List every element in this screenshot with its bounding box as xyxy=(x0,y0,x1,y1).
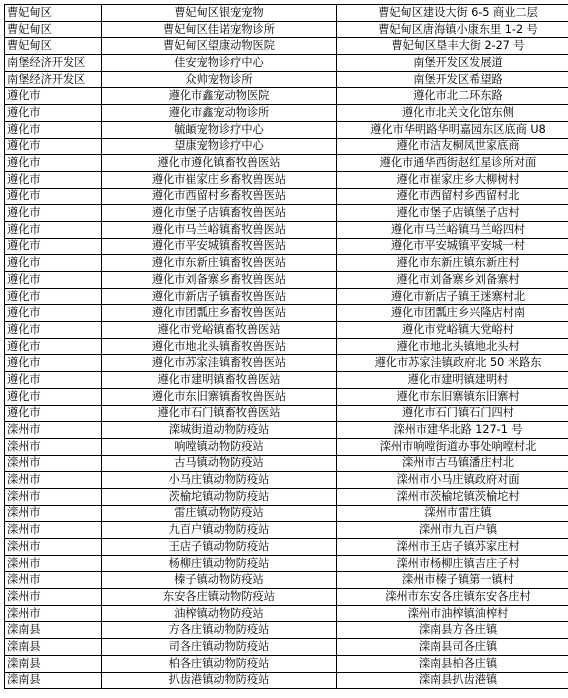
table-row xyxy=(5,555,568,572)
table-row xyxy=(5,605,568,622)
clinic-name-cell: 众帅宠物诊所 xyxy=(102,71,337,88)
address-cell: 滦南县方各庄镇 xyxy=(337,622,568,639)
table-row xyxy=(5,121,568,138)
district-cell: 遵化市 xyxy=(5,171,102,188)
table-row xyxy=(5,338,568,355)
clinic-name-cell: 遵化市石门镇畜牧兽医站 xyxy=(102,405,337,422)
address-cell: 滦南县柏各庄镇 xyxy=(337,655,568,672)
clinic-name-cell: 遵化市堡子店镇畜牧兽医站 xyxy=(102,205,337,222)
clinic-name-cell: 遵化市马兰峪镇畜牧兽医站 xyxy=(102,221,337,238)
address-cell: 遵化市团瓢庄乡兴隆店村南 xyxy=(337,305,568,322)
address-cell: 滦州市油榨镇油榨村 xyxy=(337,605,568,622)
address-cell: 遵化市东旧寨镇东旧寨村 xyxy=(337,388,568,405)
table-row xyxy=(5,171,568,188)
address-cell: 滦州市杨柳庄镇吉庄子村 xyxy=(337,555,568,572)
district-cell: 遵化市 xyxy=(5,405,102,422)
table-row xyxy=(5,455,568,472)
clinic-name-cell: 扒齿港镇动物防疫站 xyxy=(102,672,337,689)
table-row xyxy=(5,539,568,556)
address-cell: 遵化市马兰峪镇马兰峪四村 xyxy=(337,221,568,238)
district-cell: 遵化市 xyxy=(5,221,102,238)
district-cell: 滦州市 xyxy=(5,472,102,489)
address-cell: 曹妃甸区垦丰大街 2-27 号 xyxy=(337,38,568,55)
district-cell: 遵化市 xyxy=(5,121,102,138)
clinic-name-cell: 方各庄镇动物防疫站 xyxy=(102,622,337,639)
address-cell: 南堡开发区希望路 xyxy=(337,71,568,88)
district-cell: 遵化市 xyxy=(5,372,102,389)
clinic-name-cell: 遵化市崔家庄乡畜牧兽医站 xyxy=(102,171,337,188)
address-cell: 曹妃甸区唐海镇小康东里 1-2 号 xyxy=(337,21,568,38)
table-row xyxy=(5,71,568,88)
district-cell: 遵化市 xyxy=(5,388,102,405)
address-cell: 滦州市王店子镇苏家庄村 xyxy=(337,539,568,556)
district-cell: 滦州市 xyxy=(5,605,102,622)
clinic-name-cell: 佳安宠物诊疗中心 xyxy=(102,55,337,72)
district-cell: 滦州市 xyxy=(5,422,102,439)
table-row xyxy=(5,188,568,205)
clinic-name-cell: 响嘡镇动物防疫站 xyxy=(102,438,337,455)
address-cell: 遵化市新店子镇王迷寨村北 xyxy=(337,288,568,305)
address-cell: 遵化市刘备寨乡刘备寨村 xyxy=(337,272,568,289)
address-cell: 遵化市建明镇建明村 xyxy=(337,372,568,389)
address-cell: 遵化市通华西街赵红星诊所对面 xyxy=(337,155,568,172)
table-row xyxy=(5,372,568,389)
address-cell: 遵化市洁友桐凤世家底商 xyxy=(337,138,568,155)
address-cell: 遵化市华明路华明嘉园东区底商 U8 xyxy=(337,121,568,138)
table-row xyxy=(5,205,568,222)
district-cell: 南堡经济开发区 xyxy=(5,55,102,72)
address-cell: 遵化市石门镇石门四村 xyxy=(337,405,568,422)
clinic-name-cell: 遵化市地北头镇畜牧兽医站 xyxy=(102,338,337,355)
clinic-name-cell: 遵化市刘备寨乡畜牧兽医站 xyxy=(102,272,337,289)
district-cell: 滦州市 xyxy=(5,555,102,572)
table-row xyxy=(5,655,568,672)
address-cell: 遵化市东新庄镇东新庄村 xyxy=(337,255,568,272)
address-cell: 遵化市西留村乡西留村北 xyxy=(337,188,568,205)
district-cell: 遵化市 xyxy=(5,238,102,255)
table-row xyxy=(5,639,568,656)
clinic-name-cell: 东安各庄镇动物防疫站 xyxy=(102,589,337,606)
table-row xyxy=(5,522,568,539)
clinic-name-cell: 遵化市党峪镇畜牧兽医站 xyxy=(102,322,337,339)
table-row xyxy=(5,288,568,305)
address-cell: 滦南县扒齿港镇 xyxy=(337,672,568,689)
table-row xyxy=(5,672,568,689)
address-cell: 滦州市古马镇潘庄村北 xyxy=(337,455,568,472)
district-cell: 曹妃甸区 xyxy=(5,21,102,38)
clinic-name-cell: 遵化市东新庄镇畜牧兽医站 xyxy=(102,255,337,272)
clinic-name-cell: 柏各庄镇动物防疫站 xyxy=(102,655,337,672)
address-cell: 遵化市党峪镇大党峪村 xyxy=(337,322,568,339)
address-cell: 遵化市堡子店镇堡子店村 xyxy=(337,205,568,222)
district-cell: 滦南县 xyxy=(5,639,102,656)
address-cell: 南堡开发区发展道 xyxy=(337,55,568,72)
table-row xyxy=(5,488,568,505)
table-row xyxy=(5,405,568,422)
district-cell: 遵化市 xyxy=(5,272,102,289)
district-cell: 滦州市 xyxy=(5,539,102,556)
district-cell: 滦州市 xyxy=(5,488,102,505)
clinic-name-cell: 遵化市平安城镇畜牧兽医站 xyxy=(102,238,337,255)
district-cell: 遵化市 xyxy=(5,288,102,305)
table-row xyxy=(5,505,568,522)
clinic-name-cell: 遵化市鑫宠动物诊所 xyxy=(102,105,337,122)
table-row xyxy=(5,438,568,455)
table-row xyxy=(5,305,568,322)
clinic-name-cell: 毓頔宠物诊疗中心 xyxy=(102,121,337,138)
district-cell: 南堡经济开发区 xyxy=(5,71,102,88)
clinic-table xyxy=(4,4,568,689)
clinic-name-cell: 遵化市东旧寨镇畜牧兽医站 xyxy=(102,388,337,405)
district-cell: 滦南县 xyxy=(5,622,102,639)
clinic-name-cell: 遵化市西留村乡畜牧兽医站 xyxy=(102,188,337,205)
clinic-name-cell: 茨榆坨镇动物防疫站 xyxy=(102,488,337,505)
clinic-name-cell: 望康宠物诊疗中心 xyxy=(102,138,337,155)
clinic-name-cell: 司各庄镇动物防疫站 xyxy=(102,639,337,656)
table-row xyxy=(5,622,568,639)
address-cell: 遵化市崔家庄乡大柳树村 xyxy=(337,171,568,188)
clinic-name-cell: 遵化市苏家洼镇畜牧兽医站 xyxy=(102,355,337,372)
address-cell: 滦南县司各庄镇 xyxy=(337,639,568,656)
clinic-name-cell: 杨柳庄镇动物防疫站 xyxy=(102,555,337,572)
address-cell: 曹妃甸区建设大街 6-5 商业二层 xyxy=(337,5,568,22)
clinic-name-cell: 遵化市建明镇畜牧兽医站 xyxy=(102,372,337,389)
clinic-name-cell: 遵化市新店子镇畜牧兽医站 xyxy=(102,288,337,305)
district-cell: 滦南县 xyxy=(5,672,102,689)
table-row xyxy=(5,105,568,122)
district-cell: 遵化市 xyxy=(5,105,102,122)
district-cell: 滦州市 xyxy=(5,505,102,522)
clinic-name-cell: 曹妃甸区银宠宠物 xyxy=(102,5,337,22)
district-cell: 曹妃甸区 xyxy=(5,38,102,55)
district-cell: 滦州市 xyxy=(5,522,102,539)
clinic-name-cell: 古马镇动物防疫站 xyxy=(102,455,337,472)
clinic-name-cell: 遵化市团瓢庄乡畜牧兽医站 xyxy=(102,305,337,322)
address-cell: 遵化市苏家洼镇政府北 50 米路东 xyxy=(337,355,568,372)
address-cell: 滦州市雷庄镇 xyxy=(337,505,568,522)
table-row xyxy=(5,88,568,105)
district-cell: 滦州市 xyxy=(5,455,102,472)
address-cell: 遵化市北二环东路 xyxy=(337,88,568,105)
district-cell: 滦州市 xyxy=(5,438,102,455)
address-cell: 遵化市北关文化馆东侧 xyxy=(337,105,568,122)
clinic-name-cell: 油榨镇动物防疫站 xyxy=(102,605,337,622)
table-row xyxy=(5,388,568,405)
address-cell: 滦州市建华北路 127-1 号 xyxy=(337,422,568,439)
table-row xyxy=(5,472,568,489)
address-cell: 遵化市平安城镇平安城一村 xyxy=(337,238,568,255)
address-cell: 滦州市东安各庄镇东安各庄村 xyxy=(337,589,568,606)
district-cell: 遵化市 xyxy=(5,188,102,205)
table-row xyxy=(5,422,568,439)
district-cell: 遵化市 xyxy=(5,138,102,155)
address-cell: 遵化市地北头镇地北头村 xyxy=(337,338,568,355)
table-row xyxy=(5,221,568,238)
address-cell: 滦州市响嘡街道办事处响嘡村北 xyxy=(337,438,568,455)
district-cell: 遵化市 xyxy=(5,255,102,272)
district-cell: 滦州市 xyxy=(5,572,102,589)
address-cell: 滦州市榛子镇第一镇村 xyxy=(337,572,568,589)
clinic-name-cell: 九百户镇动物防疫站 xyxy=(102,522,337,539)
table-row xyxy=(5,355,568,372)
clinic-name-cell: 滦城街道动物防疫站 xyxy=(102,422,337,439)
clinic-name-cell: 曹妃甸区望康动物医院 xyxy=(102,38,337,55)
table-row xyxy=(5,155,568,172)
clinic-name-cell: 雷庄镇动物防疫站 xyxy=(102,505,337,522)
district-cell: 遵化市 xyxy=(5,355,102,372)
table-row xyxy=(5,5,568,22)
table-row xyxy=(5,322,568,339)
clinic-name-cell: 榛子镇动物防疫站 xyxy=(102,572,337,589)
table-row xyxy=(5,138,568,155)
district-cell: 遵化市 xyxy=(5,305,102,322)
table-row xyxy=(5,272,568,289)
district-cell: 遵化市 xyxy=(5,88,102,105)
table-row xyxy=(5,238,568,255)
district-cell: 遵化市 xyxy=(5,155,102,172)
clinic-name-cell: 遵化市鑫宠动物医院 xyxy=(102,88,337,105)
clinic-name-cell: 小马庄镇动物防疫站 xyxy=(102,472,337,489)
table-row xyxy=(5,572,568,589)
district-cell: 遵化市 xyxy=(5,338,102,355)
address-cell: 滦州市九百户镇 xyxy=(337,522,568,539)
clinic-name-cell: 曹妃甸区佳诺宠物诊所 xyxy=(102,21,337,38)
district-cell: 滦南县 xyxy=(5,655,102,672)
clinic-table-body xyxy=(5,5,568,689)
address-cell: 滦州市小马庄镇政府对面 xyxy=(337,472,568,489)
table-row xyxy=(5,55,568,72)
table-row xyxy=(5,21,568,38)
district-cell: 遵化市 xyxy=(5,205,102,222)
district-cell: 遵化市 xyxy=(5,322,102,339)
table-row xyxy=(5,255,568,272)
table-row xyxy=(5,38,568,55)
district-cell: 滦州市 xyxy=(5,589,102,606)
clinic-name-cell: 遵化市遵化镇畜牧兽医站 xyxy=(102,155,337,172)
clinic-name-cell: 王店子镇动物防疫站 xyxy=(102,539,337,556)
district-cell: 曹妃甸区 xyxy=(5,5,102,22)
table-row xyxy=(5,589,568,606)
address-cell: 滦州市茨榆坨镇茨榆坨村 xyxy=(337,488,568,505)
